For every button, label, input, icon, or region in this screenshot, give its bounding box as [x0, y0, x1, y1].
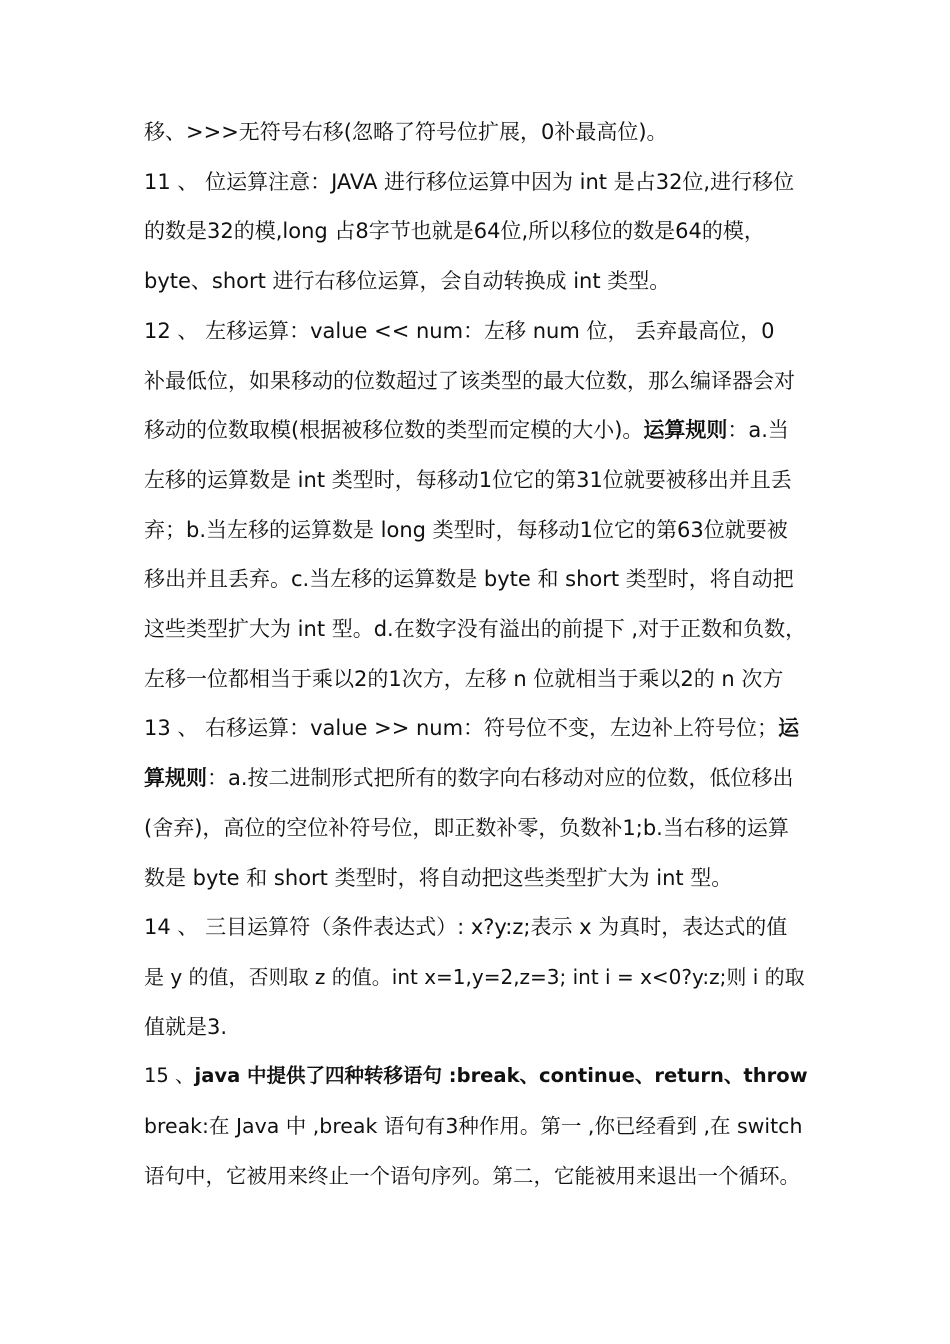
text-line [144, 858, 808, 898]
text-run: 移出并且丢弃。c.当左移的运算数是 byte 和 short 类型时，将自动把 [144, 567, 794, 592]
text-run: ：a.按二进制形式把所有的数字向右移动对应的位数，低位移出 [207, 766, 794, 791]
text-line [144, 758, 808, 798]
text-line [144, 361, 808, 401]
text-run: ：a.当 [727, 418, 789, 443]
text-run: 是 y 的值，否则取 z 的值。int x=1,y=2,z=3; int i = x<0?y:z;则 i 的取 [144, 964, 805, 989]
text-run: 弃；b.当左移的运算数是 long 类型时，每移动1位它的第63位就要被 [144, 517, 788, 542]
text-run: 值就是3. [144, 1014, 228, 1039]
text-line [144, 609, 808, 649]
text-run: 左移一位都相当于乘以2的1次方，左移 n 位就相当于乘以2的 n 次方 [144, 666, 784, 691]
text-line [144, 659, 808, 699]
text-line [144, 162, 808, 202]
text-run: 12 、 左移运算：value << num：左移 num 位， 丢弃最高位，0 [144, 318, 775, 343]
text-run: 语句中，它被用来终止一个语句序列。第二，它能被用来退出一个循环。 [144, 1163, 800, 1188]
text-line [144, 708, 808, 748]
text-run: byte、short 进行右移位运算，会自动转换成 int 类型。 [144, 269, 671, 294]
text-line [144, 261, 808, 301]
text-run: 移、>>>无符号右移(忽略了符号位扩展，0补最高位)。 [144, 120, 668, 144]
text-line [144, 112, 808, 152]
text-line [144, 1156, 808, 1196]
text-run: 左移的运算数是 int 类型时，每移动1位它的第31位就要被移出并且丢 [144, 467, 792, 492]
text-line [144, 410, 808, 450]
text-run: 这些类型扩大为 int 型。d.在数字没有溢出的前提下 ,对于正数和负数， [144, 617, 807, 641]
text-run: 的数是32的模,long 占8字节也就是64位,所以移位的数是64的模， [144, 219, 765, 244]
text-line [144, 510, 808, 550]
text-run: 移动的位数取模(根据被移位数的类型而定模的大小)。 [144, 418, 644, 443]
bold-text-run: java 中提供了四种转移语句 :break、continue、return、throw [194, 1064, 808, 1088]
bold-text-run: 算规则 [144, 766, 207, 791]
text-run: 15 、 [144, 1064, 195, 1088]
text-line [144, 1056, 808, 1096]
text-run: 13 、 右移运算：value >> num：符号位不变，左边补上符号位； [144, 716, 779, 741]
text-run: 14 、 三目运算符（条件表达式）: x?y:z;表示 x 为真时，表达式的值 [144, 915, 788, 940]
text-line [144, 311, 808, 351]
text-line [144, 957, 808, 997]
text-run: 11 、 位运算注意：JAVA 进行移位运算中因为 int 是占32位,进行移位 [144, 169, 795, 194]
bold-text-run: 运 [778, 716, 800, 741]
text-run: 数是 byte 和 short 类型时，将自动把这些类型扩大为 int 型。 [144, 865, 733, 890]
text-line [144, 1106, 808, 1146]
text-run: 补最低位，如果移动的位数超过了该类型的最大位数，那么编译器会对 [144, 368, 795, 393]
bold-text-run: 运算规则 [643, 418, 728, 443]
text-line [144, 808, 808, 848]
text-line [144, 460, 808, 500]
text-line [144, 559, 808, 599]
text-line [144, 1007, 808, 1047]
text-run: break:在 Java 中 ,break 语句有3种作用。第一 ,你已经看到 ,在 switch [144, 1114, 803, 1138]
text-run: (舍弃)，高位的空位补符号位，即正数补零，负数补1;b.当右移的运算 [144, 815, 789, 840]
text-line [144, 211, 808, 251]
text-line [144, 907, 808, 947]
